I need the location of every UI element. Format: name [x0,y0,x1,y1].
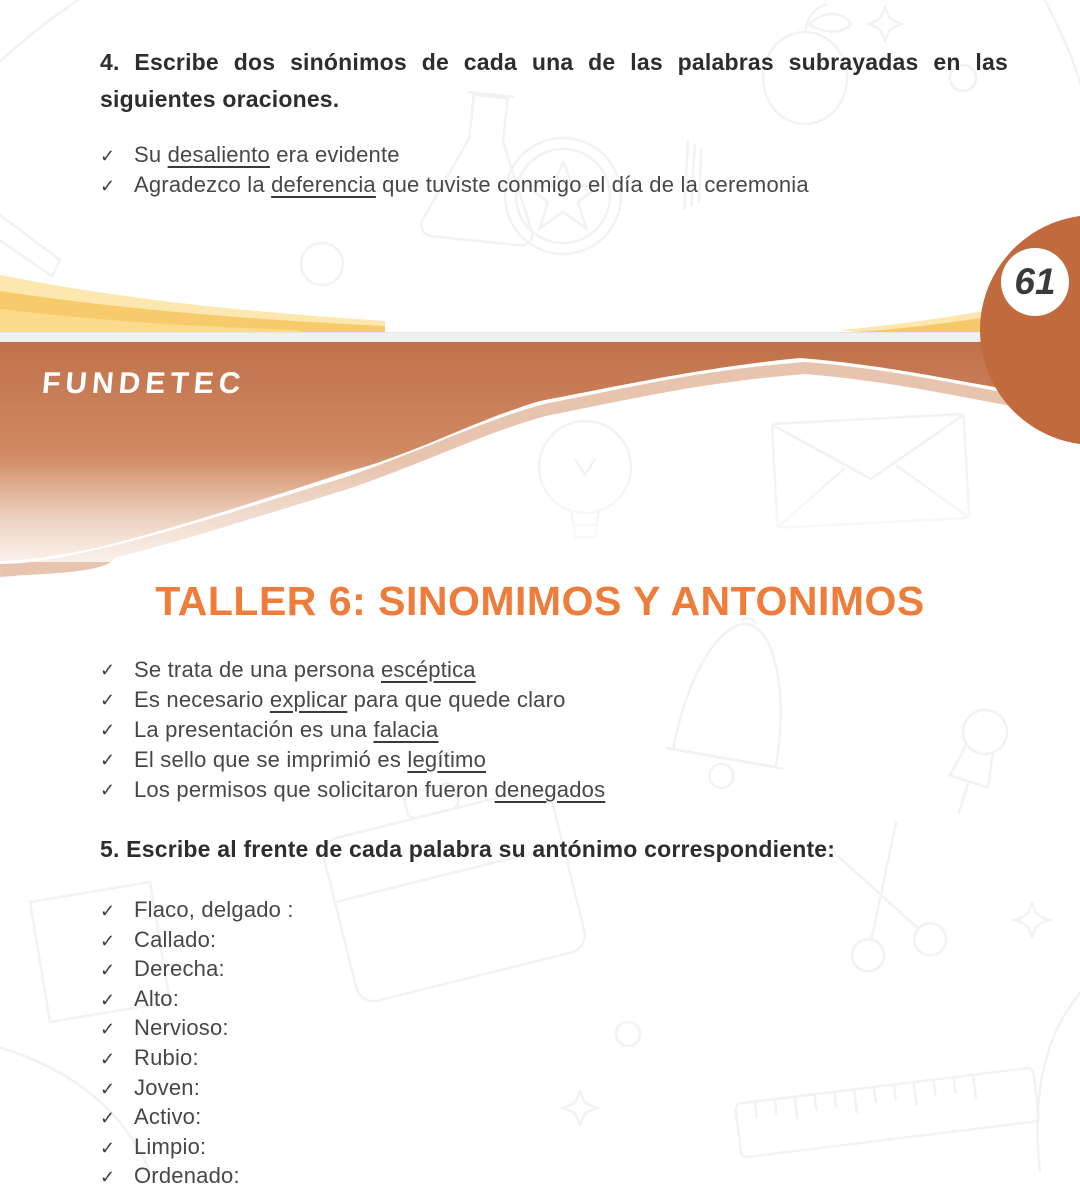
sentence-text: Es necesario explicar para que quede claro [134,687,566,712]
checkmark-icon: ✓ [100,1167,116,1188]
checkmark-icon: ✓ [100,1019,116,1040]
antonym-word-list [100,896,1080,1192]
list-item [100,171,1008,201]
list-item [100,1162,1080,1192]
page1-footer-wave [0,205,1080,332]
checkmark-icon: ✓ [100,1108,116,1129]
word-label: Flaco, delgado : [134,897,294,922]
underlined-word: denegados [494,777,606,802]
page-number: 61 [1014,261,1056,302]
underlined-word: falacia [373,717,439,742]
sentence-text: La presentación es una falacia [134,717,439,742]
fundetec-logo: FUNDETEC [40,367,247,400]
sentence-text: Su desaliento era evidente [134,142,400,167]
list-item [100,1014,1080,1044]
checkmark-icon: ✓ [100,720,116,740]
page-separator [0,332,1080,342]
word-label: Activo: [134,1104,202,1130]
word-label: Limpio: [134,1133,207,1159]
underlined-word: explicar [269,687,348,712]
checkmark-icon: ✓ [100,146,116,166]
underlined-word: deferencia [271,171,376,197]
word-label: Nervioso: [134,1015,229,1041]
list-item [100,896,1080,926]
checkmark-icon: ✓ [100,175,116,196]
checkmark-icon: ✓ [100,930,116,951]
underlined-word: escéptica [380,657,476,682]
checkmark-icon: ✓ [100,660,116,680]
checkmark-icon: ✓ [100,1048,116,1069]
checkmark-icon: ✓ [100,989,116,1010]
sentences-list [100,655,1080,805]
exercise4-heading-line2: siguientes oraciones. [100,86,340,112]
word-label: Derecha: [134,956,225,982]
list-item [100,655,1080,685]
sentence-text: Se trata de una persona escéptica [134,657,476,682]
exercise5-heading: 5. Escribe al frente de cada palabra su antónimo correspondiente: [100,836,836,862]
list-item [100,955,1080,985]
list-item [100,985,1080,1015]
checkmark-icon: ✓ [100,750,116,770]
checkmark-icon: ✓ [100,901,116,921]
sentence-text: Los permisos que solicitaron fueron denegados [134,777,606,802]
checkmark-icon: ✓ [100,1137,116,1158]
sentence-text: El sello que se imprimió es legítimo [134,747,487,772]
list-item [100,1074,1080,1104]
exercise4-heading-line1: 4. Escribe dos sinónimos de cada una de las palabras subrayadas en las [100,49,1008,75]
exercise4-list [100,141,1008,200]
list-item [100,715,1080,745]
underlined-word: desaliento [167,142,270,167]
word-label: Alto: [134,985,180,1011]
word-label: Joven: [134,1074,201,1100]
page-60-section [0,0,1080,332]
list-item [100,1133,1080,1163]
word-label: Callado: [134,926,217,952]
underlined-word: legítimo [407,747,487,772]
list-item [100,1103,1080,1133]
list-item [100,141,1008,171]
list-item [100,926,1080,956]
page-61-section [0,342,1080,1189]
list-item [100,1044,1080,1074]
worksheet-title: TALLER 6: SINOMIMOS Y ANTONIMOS [155,578,925,624]
list-item [100,775,1080,805]
checkmark-icon: ✓ [100,780,116,800]
checkmark-icon: ✓ [100,690,116,710]
page2-header-band [0,342,1080,562]
checkmark-icon: ✓ [100,1078,116,1099]
list-item [100,745,1080,775]
checkmark-icon: ✓ [100,960,116,981]
word-label: Rubio: [134,1044,199,1070]
list-item [100,685,1080,715]
word-label: Ordenado: [134,1163,240,1189]
sentence-text: Agradezco la deferencia que tuviste conmigo el día de la ceremonia [134,171,809,197]
page-number-badge [1001,248,1069,316]
